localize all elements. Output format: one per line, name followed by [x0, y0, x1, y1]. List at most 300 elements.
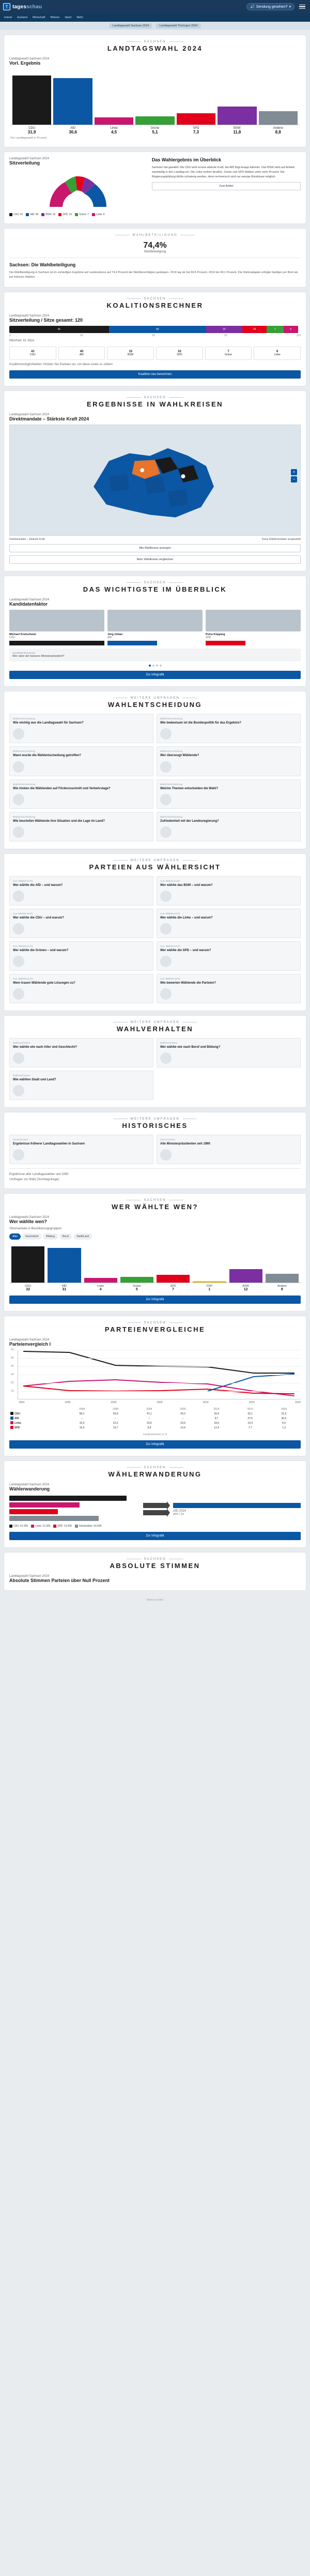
ytick-10: 10 — [11, 1389, 14, 1393]
behaviour-kicker-text: WEITERE UMFRAGEN — [130, 1021, 180, 1025]
candidate-0-party: CDU — [9, 636, 15, 639]
parties-tile-0-thumb — [13, 891, 24, 902]
history-kicker-text: WEITERE UMFRAGEN — [130, 1118, 180, 1121]
hero-result-card — [4, 35, 306, 147]
candidate-0-bar — [9, 641, 104, 645]
migration-infographic-button[interactable]: Zur Infografik — [9, 1532, 301, 1540]
comparison-title: PARTEIENVERGLEICHE — [104, 1325, 206, 1334]
decision-tile-2[interactable] — [9, 746, 153, 776]
comparison-th-2019: 2019 — [247, 1408, 253, 1411]
parties-kicker — [9, 859, 301, 862]
whovoted-bar-gruene[interactable] — [120, 1277, 153, 1283]
comparison-th-2014: 2014 — [213, 1408, 220, 1411]
whovoted-name-linke: Linke — [97, 1285, 104, 1288]
candidate-1-avatar — [107, 610, 203, 631]
behaviour-tile-2-kicker: Wahlverhalten — [13, 1074, 30, 1077]
coal-pick-cdu[interactable] — [9, 347, 56, 360]
parties-tile-1[interactable] — [157, 876, 301, 906]
behaviour-tile-2[interactable] — [9, 1071, 153, 1100]
bar-value-bsw: 11,8 — [233, 130, 241, 134]
nav-item-4[interactable]: Sport — [65, 16, 72, 19]
comparison-table — [9, 1407, 301, 1430]
bar-andere[interactable] — [259, 71, 298, 125]
comparison-row-1-v2: – — [148, 1417, 150, 1420]
map-zoom-controls[interactable] — [291, 469, 297, 483]
result-bar-labels — [10, 125, 300, 134]
overview-head: Landtagswahl Sachsen 2024 — [9, 598, 50, 601]
parties-tile-7[interactable] — [157, 974, 301, 1003]
whovoted-name-gruene: Grüne — [133, 1285, 141, 1288]
overview-panel — [9, 649, 301, 662]
comparison-row-1-party: AfD — [14, 1417, 19, 1421]
migration-flow-3-from: Nichtwähler — [79, 1525, 93, 1528]
nav-item-2[interactable]: Wirtschaft — [32, 16, 45, 19]
sound-label: Sendung gesehen? — [256, 5, 288, 9]
parties-tile-5-thumb — [160, 956, 172, 967]
saxony-map[interactable] — [9, 425, 301, 536]
coalition-title: KOALITIONSRECHNER — [106, 301, 204, 309]
whovoted-tab-stadtland[interactable]: Stadt/Land — [73, 1233, 92, 1240]
overview-infographic-button[interactable]: Zur Infografik — [9, 671, 301, 679]
whovoted-tab-geschlecht[interactable]: Geschlecht — [22, 1233, 41, 1240]
parties-tile-0[interactable] — [9, 876, 153, 906]
history-note-a[interactable]: Ergebnisse aller Landtagswahlen seit 1990 — [9, 1173, 69, 1177]
result-bars — [10, 71, 300, 125]
decision-tile-3-title: Wer überzeugt Wählende? — [160, 754, 199, 758]
migration-bar-linke[interactable] — [9, 1502, 80, 1508]
whovoted-value-cdu: 32 — [26, 1288, 30, 1292]
decision-tile-1[interactable] — [157, 714, 301, 743]
bar-label-linke — [95, 127, 133, 134]
coal-pick-linke-seats: 6 — [276, 350, 278, 353]
history-note-b[interactable]: Umfragen zur Wahl (Sonntagsfrage) — [9, 1178, 59, 1182]
decision-tile-0[interactable] — [9, 714, 153, 743]
parties-tile-0-title: Wer wählte die AfD – und warum? — [13, 883, 63, 887]
decision-kicker-text: WEITERE UMFRAGEN — [130, 697, 180, 700]
decision-tile-2-title: Wann wurde die Wahlentscheidung getroffen? — [13, 754, 81, 758]
parties-tiles — [9, 876, 301, 1003]
decision-tile-3-kicker: Wahlentscheidung — [160, 750, 183, 753]
breadcrumb — [0, 22, 310, 30]
behaviour-tile-1-title: Wer wählte wie nach Beruf und Bildung? — [160, 1046, 221, 1049]
districts-kicker — [9, 396, 301, 399]
candidate-2-party: SPD — [206, 636, 211, 639]
whovoted-name-andere: Andere — [277, 1285, 287, 1288]
seat-legend-spd — [58, 213, 72, 216]
coal-pick-bsw[interactable] — [107, 347, 154, 360]
whovoted-labels — [9, 1283, 301, 1291]
coalition-sub: Sitzverteilung / Sitze gesamt: 120 — [9, 317, 83, 323]
migration-flow-0-from: CDU — [13, 1525, 19, 1528]
seats-side-title: Das Wahlergebnis im Überblick — [151, 157, 222, 162]
parties-tile-3[interactable] — [157, 909, 301, 938]
ytick-30: 30 — [11, 1373, 14, 1376]
decision-tile-6[interactable] — [9, 812, 153, 841]
comparison-infographic-button[interactable]: Zur Infografik — [9, 1440, 301, 1449]
decision-tiles — [9, 714, 301, 841]
migration-legend — [9, 1525, 301, 1528]
migration-arrow-0 — [143, 1503, 167, 1508]
parties-tile-6-title: Wem trauen Wählende gute Lösungen zu? — [13, 982, 75, 985]
xtick-2009: 2009 — [157, 1401, 163, 1405]
whovoted-bar-fdp[interactable] — [193, 1281, 226, 1283]
map-legend — [9, 538, 301, 541]
seat-distribution-card — [4, 152, 306, 223]
decision-tile-4-thumb — [13, 794, 24, 805]
whovoted-infographic-button[interactable]: Zur Infografik — [9, 1295, 301, 1304]
coal-seg-bsw-value: 15 — [223, 327, 226, 331]
seat-legend-gruene — [75, 213, 89, 216]
brand-suffix: schau — [26, 4, 42, 10]
bar-name-gruene: Grüne — [150, 127, 160, 130]
bar-label-bsw — [218, 127, 256, 134]
migration-bar-spd[interactable] — [9, 1509, 58, 1514]
xtick-2024: 2024 — [295, 1401, 301, 1405]
comparison-row-2-v4: 18,9 — [214, 1421, 219, 1425]
decision-tile-2-kicker: Wahlentscheidung — [13, 750, 36, 753]
hamburger-menu-icon[interactable] — [298, 4, 307, 10]
sound-button[interactable] — [246, 3, 295, 10]
history-tile-1-title: Alle Ministerpräsidenten seit 1990 — [160, 1142, 210, 1146]
brand-logo[interactable] — [3, 3, 42, 10]
coal-pick-linke[interactable] — [254, 347, 301, 360]
ytick-50: 50 — [11, 1357, 14, 1360]
coal-pick-linke-party: Linke — [274, 353, 281, 356]
candidate-2[interactable] — [206, 610, 301, 645]
comparison-row-2-v5: 10,4 — [247, 1421, 253, 1425]
comparison-line-chart[interactable] — [11, 1348, 301, 1399]
seat-legend-afd-value: 40 — [35, 213, 39, 216]
migration-title: WÄHLERWANDERUNG — [108, 1470, 202, 1479]
migration-head: Landtagswahl Sachsen 2024 — [9, 1483, 50, 1487]
coal-pick-gruene-party: Grüne — [225, 353, 232, 356]
seat-legend-cdu-value: 41 — [20, 213, 23, 216]
turnout-kicker-text: WAHLBETEILIGUNG — [132, 234, 178, 237]
coal-seg-spd-value: 10 — [253, 327, 256, 331]
seat-legend-cdu — [9, 213, 23, 216]
map-compare-button[interactable]: Mehr Wahlkreise vergleichen — [9, 555, 301, 564]
comparison-table-header — [9, 1407, 301, 1411]
whovoted-bar-andere[interactable] — [266, 1274, 299, 1283]
parties-tile-0-kicker: Aus Wählersicht — [13, 879, 33, 882]
history-tile-0[interactable] — [9, 1135, 153, 1164]
migration-bar-nichtwaehler[interactable] — [9, 1516, 99, 1521]
coal-seg-linke-value: 6 — [290, 327, 292, 331]
migration-target-column — [173, 1503, 301, 1516]
comparison-row-3-v5: 7,7 — [248, 1426, 252, 1429]
history-tile-1[interactable] — [157, 1135, 301, 1164]
chevron-down-icon: ▾ — [289, 5, 291, 9]
whovoted-tabs[interactable] — [9, 1233, 301, 1240]
whovoted-label-bsw — [229, 1285, 262, 1291]
bar-name-bsw: BSW — [233, 127, 241, 130]
coalition-kicker — [9, 297, 301, 300]
coal-pick-bsw-seats: 15 — [129, 350, 133, 353]
coal-seg-cdu[interactable] — [9, 326, 109, 333]
whovoted-bar-bsw[interactable] — [229, 1269, 262, 1283]
seats-sub: Sitzverteilung — [9, 160, 40, 165]
coal-pick-gruene[interactable] — [205, 347, 252, 360]
seat-legend-spd-label: SPD — [63, 213, 68, 216]
behaviour-tile-0-thumb — [13, 1052, 24, 1064]
coalition-seat-bar[interactable] — [9, 326, 301, 333]
coal-seg-gruene[interactable] — [267, 326, 284, 333]
bar-label-andere — [259, 127, 298, 134]
comparison-row-1-v4: 9,7 — [214, 1417, 219, 1420]
bar-name-spd: SPD — [193, 127, 199, 130]
candidate-0[interactable] — [9, 610, 104, 645]
comparison-footnote: Landesstimmen in % — [143, 1433, 167, 1437]
history-tiles — [9, 1135, 301, 1164]
decision-tile-1-kicker: Wahlentscheidung — [160, 717, 183, 720]
parties-tile-4-thumb — [13, 956, 24, 967]
coal-pick-spd-party: SPD — [177, 353, 182, 356]
nav-item-0[interactable]: Inland — [4, 16, 12, 19]
breadcrumb-item-0[interactable]: Landtagswahl Sachsen 2024 — [109, 23, 153, 28]
whovoted-bar-linke[interactable] — [84, 1278, 117, 1283]
history-tile-1-thumb — [160, 1149, 172, 1161]
history-title: HISTORISCHES — [122, 1122, 188, 1130]
whovoted-bar-cdu[interactable] — [11, 1246, 44, 1283]
parties-tile-5[interactable] — [157, 941, 301, 971]
coalition-recalc-button[interactable]: Koalition neu berechnen — [9, 370, 301, 379]
whovoted-value-gruene: 5 — [135, 1288, 138, 1292]
decision-tile-5[interactable] — [157, 779, 301, 809]
nav-item-3[interactable]: Wissen — [50, 16, 60, 19]
coalition-party-picker[interactable] — [9, 347, 301, 360]
tagesschau-logo-icon: T — [3, 3, 10, 10]
ytick-40: 40 — [11, 1365, 14, 1368]
bar-afd[interactable] — [53, 71, 92, 125]
decision-tile-7-title: Zufriedenheit mit der Landesregierung? — [160, 819, 219, 823]
bar-bsw[interactable] — [218, 71, 256, 125]
comparison-row-0-v3: 40,2 — [180, 1412, 185, 1415]
overview-kicker-text: SACHSEN — [144, 581, 166, 584]
migration-flow-1 — [31, 1525, 50, 1528]
coal-seg-spd[interactable] — [242, 326, 267, 333]
turnout-kicker — [9, 234, 301, 237]
decision-tile-2-thumb — [13, 761, 24, 773]
candidate-1[interactable] — [107, 610, 203, 645]
migration-arrow-1 — [143, 1510, 167, 1515]
overview-carousel-dots[interactable] — [9, 665, 301, 667]
parties-tile-1-kicker: Aus Wählersicht — [160, 879, 180, 882]
migration-flow-3 — [75, 1525, 101, 1528]
parties-tile-7-thumb — [160, 988, 172, 1000]
coal-scale-4: 120 — [296, 334, 301, 337]
comparison-th-1994: 1994 — [79, 1408, 85, 1411]
parties-tile-4[interactable] — [9, 941, 153, 971]
brand-prefix: tages — [12, 4, 27, 10]
candidate-0-avatar — [9, 610, 104, 631]
parties-card — [4, 854, 306, 1011]
seats-article-link[interactable]: Zum Artikel — [152, 182, 301, 190]
comparison-row-1-v1: – — [115, 1417, 117, 1420]
history-tile-0-thumb — [13, 1149, 24, 1161]
comparison-row-3-v4: 12,4 — [214, 1426, 219, 1429]
migration-flow-1-value: 21.000 — [42, 1525, 51, 1528]
decision-tile-3[interactable] — [157, 746, 301, 776]
migration-kicker-text: SACHSEN — [144, 1466, 166, 1470]
whovoted-label-gruene — [120, 1285, 153, 1291]
absolute-kicker-text: SACHSEN — [144, 1558, 166, 1561]
comparison-row-3-v1: 10,7 — [113, 1426, 118, 1429]
comparison-row-0-v1: 56,9 — [113, 1412, 118, 1415]
coal-seg-afd[interactable] — [109, 326, 206, 333]
table-row — [9, 1416, 301, 1421]
decision-tile-4[interactable] — [9, 779, 153, 809]
whovoted-bar-spd[interactable] — [157, 1275, 190, 1283]
saxony-map-icon — [10, 425, 300, 535]
whovoted-sub: Wer wählte wen? — [9, 1219, 47, 1225]
seat-legend-linke-value: 6 — [103, 213, 105, 216]
decision-tile-4-kicker: Wahlentscheidung — [13, 782, 36, 786]
decision-kicker — [9, 697, 301, 700]
bar-label-gruene — [135, 127, 174, 134]
whovoted-name-spd: SPD — [170, 1285, 176, 1288]
bar-name-andere: Andere — [273, 127, 283, 130]
whovoted-tab-beruf[interactable]: Beruf — [59, 1233, 72, 1240]
whovoted-tab-bildung[interactable]: Bildung — [43, 1233, 58, 1240]
sound-icon: 🔊 — [250, 5, 255, 9]
migration-flow-2 — [53, 1525, 72, 1528]
whovoted-tab-alter[interactable]: Alter — [9, 1233, 21, 1240]
seat-legend-gruene-value: 7 — [87, 213, 89, 216]
hero-sub2: Vorl. Ergebnis — [9, 61, 41, 66]
parties-tile-6[interactable] — [9, 974, 153, 1003]
comparison-row-0-v5: 32,1 — [247, 1412, 253, 1415]
coalition-hint: Koalitionsmöglichkeiten: Klicken Sie Parteien an, um diese sowie zu zählen — [9, 363, 113, 366]
parties-tile-5-title: Wer wählte die SPD – und warum? — [160, 948, 211, 952]
whovoted-bar-afd[interactable] — [48, 1248, 81, 1283]
migration-right-label: von / zu — [173, 1512, 184, 1516]
bar-value-afd: 30,6 — [69, 130, 77, 134]
parties-tile-2[interactable] — [9, 909, 153, 938]
comparison-row-2-v3: 20,6 — [180, 1421, 185, 1425]
seat-donut[interactable] — [9, 169, 147, 211]
coal-pick-afd[interactable] — [58, 347, 105, 360]
whovoted-kicker — [9, 1199, 301, 1202]
coal-seg-bsw[interactable] — [206, 326, 243, 333]
comparison-row-0-v2: 41,1 — [146, 1412, 152, 1415]
seat-legend-afd — [26, 213, 38, 216]
hero-kicker — [9, 40, 301, 43]
migration-flow-0-value: 41.000 — [20, 1525, 28, 1528]
overview-kicker — [9, 581, 301, 584]
migration-left-label: AfD 2024 — [173, 1509, 187, 1513]
absolute-card — [4, 1553, 306, 1590]
bar-label-spd — [177, 127, 215, 134]
seat-legend-spd-value: 10 — [69, 213, 72, 216]
candidate-2-avatar — [206, 610, 301, 631]
breadcrumb-item-1[interactable]: Landtagswahl Thüringen 2024 — [156, 23, 201, 28]
decision-tile-7[interactable] — [157, 812, 301, 841]
decision-tile-6-title: Wie beurteilen Wählende ihre Situation und die Lage im Land? — [13, 819, 105, 823]
migration-flow-3-value: 53.000 — [94, 1525, 102, 1528]
seats-head: Landtagswahl Sachsen 2024 — [9, 157, 50, 160]
migration-flow-diagram[interactable] — [9, 1496, 301, 1523]
bar-name-cdu: CDU — [28, 127, 36, 130]
bar-spd[interactable] — [177, 71, 215, 125]
scroll-hint: Weiter scrollen — [146, 1599, 164, 1602]
bar-value-linke: 4,5 — [111, 130, 117, 134]
coalition-kicker-text: SACHSEN — [144, 297, 166, 300]
behaviour-tile-0[interactable] — [9, 1038, 153, 1067]
bar-linke[interactable] — [95, 71, 133, 125]
bar-cdu[interactable] — [12, 71, 51, 125]
seat-legend-bsw — [41, 213, 55, 216]
coal-seg-linke[interactable] — [284, 326, 298, 333]
comparison-row-2-v6: 4,5 — [282, 1421, 286, 1425]
comparison-row-0-v6: 31,9 — [281, 1412, 287, 1415]
candidate-list — [9, 610, 301, 645]
comparison-row-1-v6: 30,6 — [281, 1417, 287, 1420]
comparison-row-2-v2: 23,6 — [146, 1421, 152, 1425]
behaviour-tile-1[interactable] — [157, 1038, 301, 1067]
whovoted-value-bsw: 12 — [243, 1288, 248, 1292]
hero-sub1: Landtagswahl Sachsen 2024 — [9, 57, 50, 61]
table-row — [9, 1421, 301, 1425]
migration-card — [4, 1461, 306, 1547]
map-legend-right: Keine Wahlkreisdaten ausgewählt — [261, 537, 301, 541]
behaviour-tile-0-kicker: Wahlverhalten — [13, 1042, 30, 1045]
comparison-row-3-v2: 9,8 — [147, 1426, 151, 1429]
absolute-kicker — [9, 1558, 301, 1561]
ytick-20: 20 — [11, 1381, 14, 1384]
coal-pick-afd-party: AfD — [79, 353, 84, 356]
coal-pick-gruene-seats: 7 — [227, 350, 229, 353]
bar-gruene[interactable] — [135, 71, 174, 125]
migration-flow-2-from: SPD — [57, 1525, 63, 1528]
nav-item-1[interactable]: Ausland — [17, 16, 27, 19]
whovoted-head: Landtagswahl Sachsen 2024 — [9, 1216, 50, 1219]
behaviour-kicker — [9, 1021, 301, 1024]
behaviour-card — [4, 1016, 306, 1107]
migration-target-bar-afd[interactable] — [173, 1503, 301, 1508]
behaviour-tiles — [9, 1038, 301, 1100]
xtick-1994: 1994 — [19, 1401, 25, 1405]
comparison-row-3-v0: 16,6 — [79, 1426, 85, 1429]
district-map-card — [4, 391, 306, 571]
parties-tile-3-thumb — [160, 923, 172, 935]
seats-side-text: Sachsen hat gewählt: Die CDU wird erneut stärkste Kraft, die AfD folgt knapp dahinter. Das BSW zieht auf Anhieb zweistellig in den Landtag ein. Die Linke verliert deutlich, Grüne und SPD bleiben unter zehn Prozent. Die Regierungsbildung dürfte schwierig werden, denn rechnerisch sind nur wenige Bündnisse möglich. — [151, 166, 295, 178]
comparison-th-2004: 2004 — [146, 1408, 152, 1411]
coal-scale-1: 30 — [80, 334, 83, 337]
districts-sub: Direktmandate – Stärkste Kraft 2024 — [9, 416, 89, 421]
comparison-sub: Parteienvergleich I — [9, 1342, 51, 1347]
districts-head: Landtagswahl Sachsen 2024 — [9, 413, 50, 416]
nav-item-5[interactable]: Mehr — [76, 16, 84, 19]
xtick-2004: 2004 — [111, 1401, 117, 1405]
comparison-th-1999: 1999 — [113, 1408, 119, 1411]
decision-title: WAHLENTSCHEIDUNG — [107, 701, 203, 709]
comparison-row-2-v0: 16,5 — [79, 1421, 85, 1425]
behaviour-tile-1-thumb — [160, 1052, 172, 1064]
main-nav[interactable] — [0, 13, 310, 22]
map-zoom-out-button[interactable]: − — [291, 476, 297, 483]
seat-legend-gruene-label: Grüne — [79, 213, 87, 216]
candidate-2-bar — [206, 641, 245, 645]
comparison-kicker — [9, 1321, 301, 1324]
decision-tile-4-title: Wie hinken die Wählenden auf Förderzuschnitt und Verkehrslage? — [13, 787, 111, 790]
parties-kicker-text: WEITERE UMFRAGEN — [130, 858, 180, 862]
seat-legend-cdu-label: CDU — [13, 213, 19, 216]
migration-bar-cdu[interactable] — [9, 1496, 127, 1501]
coal-pick-spd[interactable] — [156, 347, 203, 360]
map-show-all-button[interactable]: Alle Wahlkreise anzeigen — [9, 544, 301, 552]
parties-title: PARTEIEN AUS WÄHLERSICHT — [89, 863, 221, 871]
map-zoom-in-button[interactable]: + — [291, 469, 297, 475]
